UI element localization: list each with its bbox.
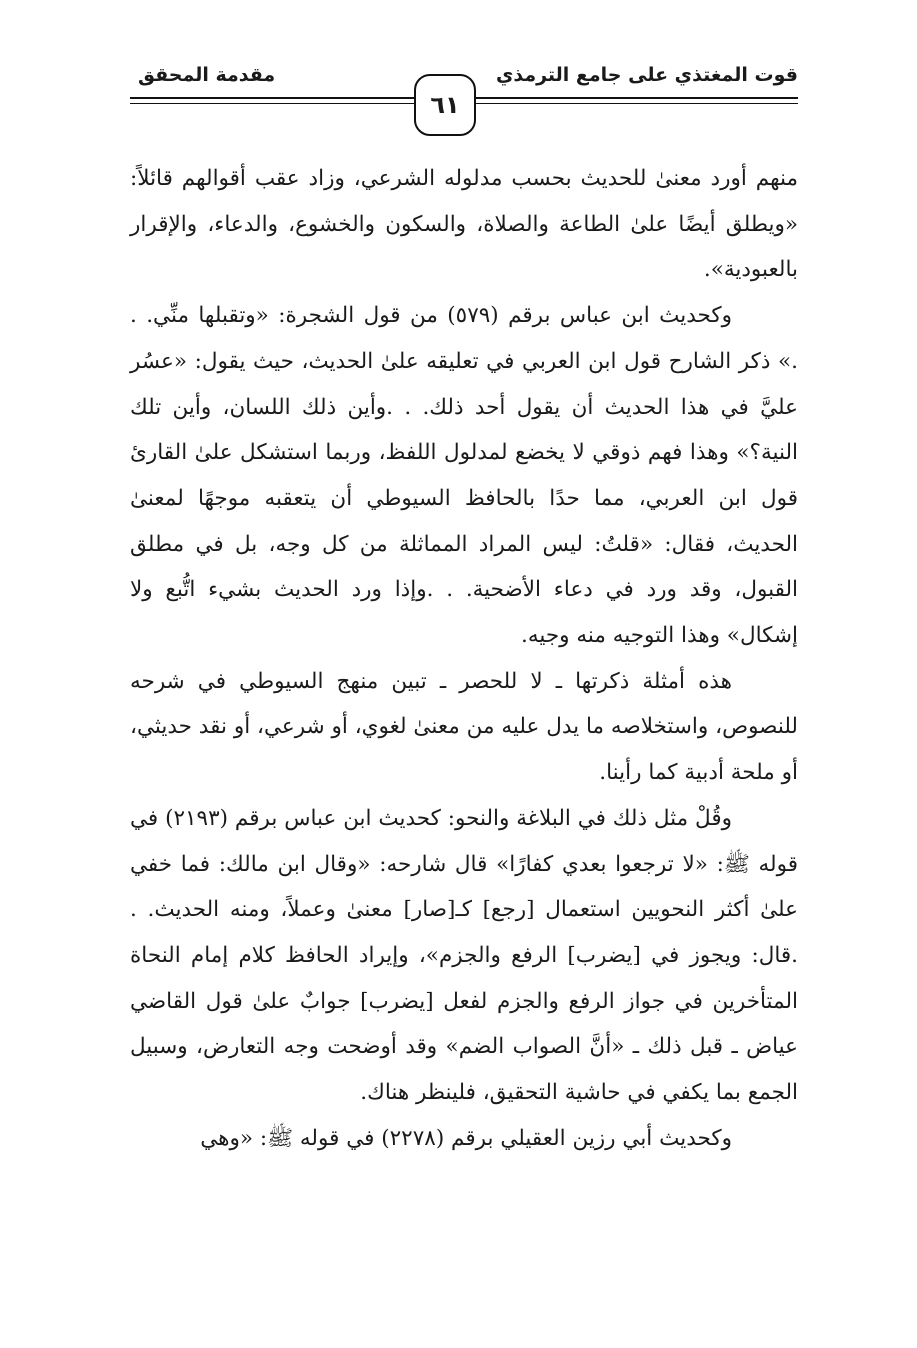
page-number: ٦١ bbox=[414, 74, 476, 136]
paragraph-2: وكحديث ابن عباس برقم (٥٧٩) من قول الشجرة: «وتقبلها منِّي. . .» ذكر الشارح قول ابن العربي في تعليقه علىٰ الحديث، حيث يقول: «عسُر عليَّ في هذا الحديث أن يقول أحد ذلك. . .وأين ذلك اللسان، وأين تلك النية؟» وهذا فهم ذوقي لا يخضع لمدلول اللفظ، وربما استشكل علىٰ القارئ قول ابن العربي، مما حدًا بالحافظ السيوطي أن يتعقبه موجهًا لمعنىٰ الحديث، فقال: «قلتُ: ليس المراد المماثلة من كل وجه، بل في مطلق القبول، وقد ورد في دعاء الأضحية. . .وإذا ورد الحديث بشيء اتُّبع ولا إشكال» وهذا التوجيه منه وجيه. bbox=[130, 303, 798, 649]
paragraph-4: وقُلْ مثل ذلك في البلاغة والنحو: كحديث ابن عباس برقم (٢١٩٣) في قوله ﷺ: «لا ترجعوا بعدي كفارًا» قال شارحه: «وقال ابن مالك: فما خفي علىٰ أكثر النحويين استعمال [رجع] كـ[صار] معنىٰ وعملاً، ومنه الحديث. . .قال: ويجوز في [يضرب] الرفع والجزم»، وإيراد الحافظ كلام إمام النحاة المتأخرين في جواز الرفع والجزم لفعل [يضرب] جوابٌ علىٰ قول القاضي عياض ـ قبل ذلك ـ «أنَّ الصواب الضم» وقد أوضحت وجه التعارض، وسبيل الجمع بما يكفي في حاشية التحقيق، فلينظر هناك. bbox=[130, 805, 798, 1106]
paragraph-5: وكحديث أبي رزين العقيلي برقم (٢٢٧٨) في قوله ﷺ: «وهي bbox=[200, 1125, 732, 1151]
header-rule-right-top bbox=[476, 97, 798, 99]
running-header bbox=[130, 56, 798, 146]
book-title: قوت المغتذي على جامع الترمذي bbox=[495, 64, 798, 86]
main-text bbox=[130, 156, 798, 1161]
header-rule-left-bottom bbox=[130, 103, 414, 104]
header-rule-right-bottom bbox=[476, 103, 798, 104]
paragraph-1: منهم أورد معنىٰ للحديث بحسب مدلوله الشرعي، وزاد عقب أقوالهم قائلاً: «ويطلق أيضًا علىٰ الطاعة والصلاة، والسكون والخشوع، والدعاء، والإقرار بالعبودية». bbox=[130, 166, 798, 283]
header-rule-left-top bbox=[130, 97, 414, 99]
paragraph-3: هذه أمثلة ذكرتها ـ لا للحصر ـ تبين منهج السيوطي في شرحه للنصوص، واستخلاصه ما يدل عليه من معنىٰ لغوي، أو شرعي، أو نقد حديثي، أو ملحة أدبية كما رأينا. bbox=[130, 668, 798, 786]
section-title: مقدمة المحقق bbox=[138, 64, 276, 86]
